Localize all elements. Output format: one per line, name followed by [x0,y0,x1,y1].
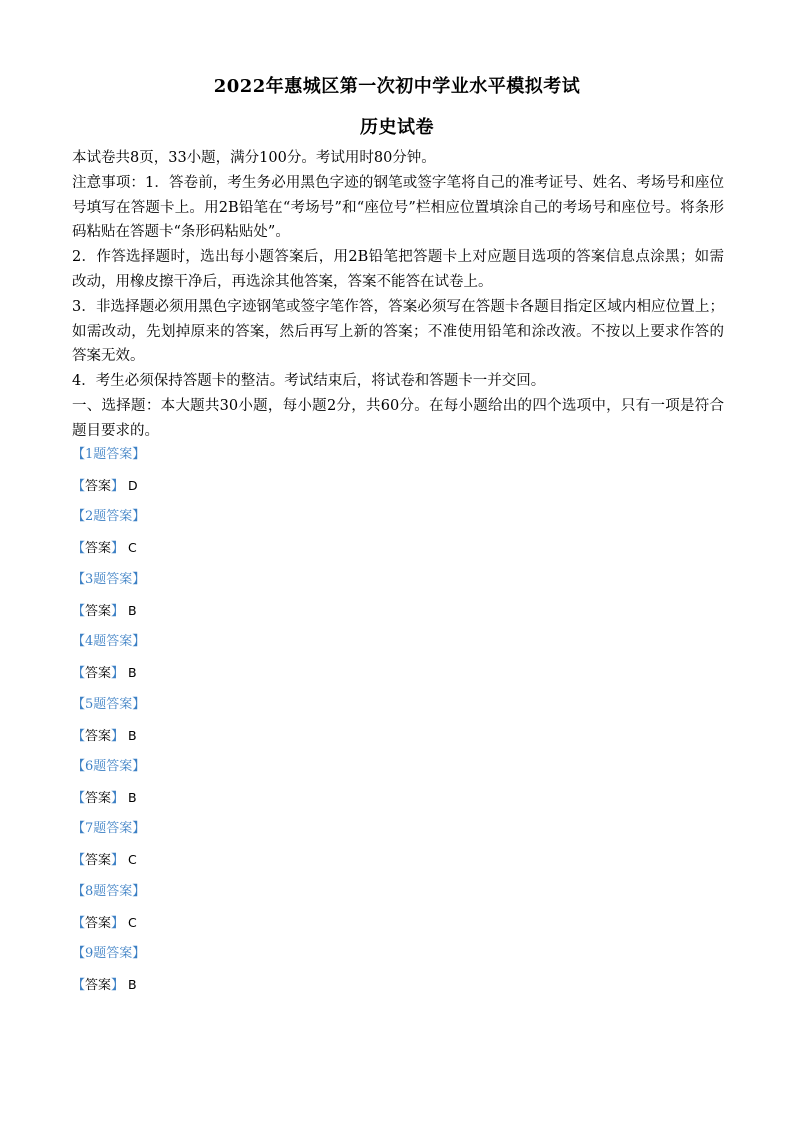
question-6-answer [72,789,137,808]
answer-prefix: 【答案】 [72,541,125,556]
instructions-block [72,146,724,444]
answer-value: B [128,790,137,805]
answer-value: B [128,665,137,680]
question-7-label: 【7题答案】 [72,821,146,836]
answer-value: C [128,852,137,867]
section-heading: 一、选择题：本大题共30小题，每小题2分，共60分。在每小题给出的四个选项中，只有一项是符合题目要求的。 [72,397,724,439]
question-6-label: 【6题答案】 [72,759,146,774]
answer-prefix: 【答案】 [72,666,125,681]
answer-prefix: 【答案】 [72,479,125,494]
answer-value: B [128,728,137,743]
note-4: 4．考生必须保持答题卡的整洁。考试结束后，将试卷和答题卡一并交回。 [72,373,546,390]
answer-prefix: 【答案】 [72,604,125,619]
answer-prefix: 【答案】 [72,978,125,993]
note-1: 注意事项：1．答卷前，考生务必用黑色字迹的钢笔或签字笔将自己的准考证号、姓名、考场号和座位号填写在答题卡上。用2B铅笔在“考场号”和“座位号”栏相应位置填涂自己的考场号和座位号。将条形码粘贴在答题卡“条形码粘贴处”。 [72,174,724,241]
question-3-answer [72,602,137,621]
question-4-answer [72,664,137,683]
question-8-label: 【8题答案】 [72,884,146,899]
question-5-label: 【5题答案】 [72,697,146,712]
answer-prefix: 【答案】 [72,916,125,931]
answer-value: B [128,977,137,992]
answer-value: D [128,478,138,493]
answer-prefix: 【答案】 [72,853,125,868]
note-2: 2．作答选择题时，选出每小题答案后，用2B铅笔把答题卡上对应题目选项的答案信息点涂黑；如需改动，用橡皮擦干净后，再选涂其他答案，答案不能答在试卷上。 [72,249,724,290]
exam-info-line: 本试卷共8页，33小题，满分100分。考试用时80分钟。 [72,150,436,166]
answer-value: C [128,915,137,930]
exam-title: 2022年惠城区第一次初中学业水平模拟考试 [213,76,581,97]
question-1-label: 【1题答案】 [72,447,146,462]
question-4-label: 【4题答案】 [72,634,146,649]
question-2-label: 【2题答案】 [72,509,146,524]
note-3: 3．非选择题必须用黑色字迹钢笔或签字笔作答，答案必须写在答题卡各题目指定区域内相应位置上；如需改动，先划掉原来的答案，然后再写上新的答案；不准使用铅笔和涂改液。不按以上要求作答的答案无效。 [72,298,724,365]
question-5-answer [72,727,137,746]
question-9-label: 【9题答案】 [72,946,146,961]
question-3-label: 【3题答案】 [72,572,146,587]
answer-value: C [128,540,137,555]
question-9-answer [72,976,137,995]
question-2-answer [72,539,137,558]
answer-value: B [128,603,137,618]
question-7-answer [72,851,137,870]
exam-subtitle: 历史试卷 [360,117,434,138]
answer-prefix: 【答案】 [72,729,125,744]
question-8-answer [72,914,137,933]
answer-prefix: 【答案】 [72,791,125,806]
question-1-answer [72,477,138,496]
